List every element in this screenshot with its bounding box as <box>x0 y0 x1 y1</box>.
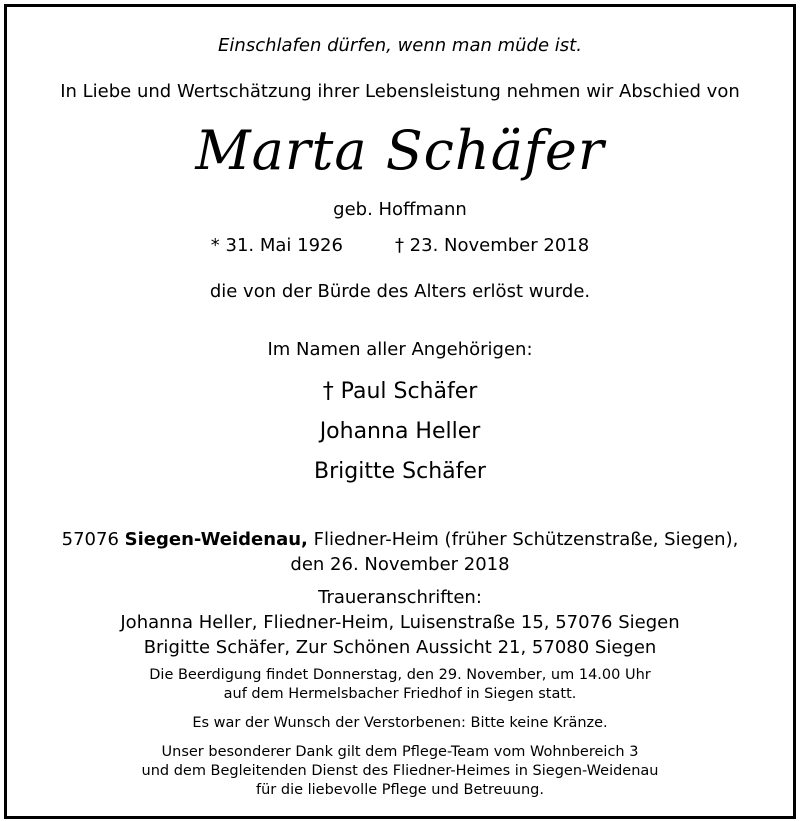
mourner-name: Brigitte Schäfer <box>314 459 486 484</box>
birth-name: geb. Hoffmann <box>333 199 467 220</box>
motto: Einschlafen dürfen, wenn man müde ist. <box>218 35 582 56</box>
life-dates <box>7 235 793 256</box>
intro-text: In Liebe und Wertschätzung ihrer Lebensleistung nehmen wir Abschied von <box>60 81 740 102</box>
obituary-notice <box>4 4 796 819</box>
condolence-address: Brigitte Schäfer, Zur Schönen Aussicht 21, 57080 Siegen <box>143 637 657 658</box>
mourner-name: Johanna Heller <box>319 419 481 444</box>
birth-date: * 31. Mai 1926 <box>210 235 343 256</box>
wish-text: Es war der Wunsch der Verstorbenen: Bitte keine Kränze. <box>192 715 608 731</box>
relief-text: die von der Bürde des Alters erlöst wurde. <box>209 281 591 302</box>
place-rest: Fliedner-Heim (früher Schützenstraße, Siegen), <box>313 529 739 550</box>
condolence-address: Johanna Heller, Fliedner-Heim, Luisenstraße 15, 57076 Siegen <box>120 612 680 633</box>
funeral-info: Die Beerdigung findet Donnerstag, den 29. November, um 14.00 Uhr <box>149 667 651 683</box>
death-date: † 23. November 2018 <box>394 235 590 256</box>
place-date: den 26. November 2018 <box>290 554 510 575</box>
deceased-name: Marta Schäfer <box>195 119 605 182</box>
funeral-info: auf dem Hermelsbacher Friedhof in Siegen statt. <box>223 686 577 702</box>
thanks-text: für die liebevolle Pflege und Betreuung. <box>256 782 544 798</box>
condolence-heading: Traueranschriften: <box>318 587 482 608</box>
thanks-text: und dem Begleitenden Dienst des Fliedner-Heimes in Siegen-Weidenau <box>141 763 659 779</box>
place-city: Siegen-Weidenau, <box>124 529 308 550</box>
place-line <box>7 529 793 550</box>
on-behalf-text: Im Namen aller Angehörigen: <box>267 339 533 360</box>
thanks-text: Unser besonderer Dank gilt dem Pflege-Team vom Wohnbereich 3 <box>161 744 639 760</box>
mourner-name: † Paul Schäfer <box>322 379 478 404</box>
place-postcode: 57076 <box>61 529 119 550</box>
